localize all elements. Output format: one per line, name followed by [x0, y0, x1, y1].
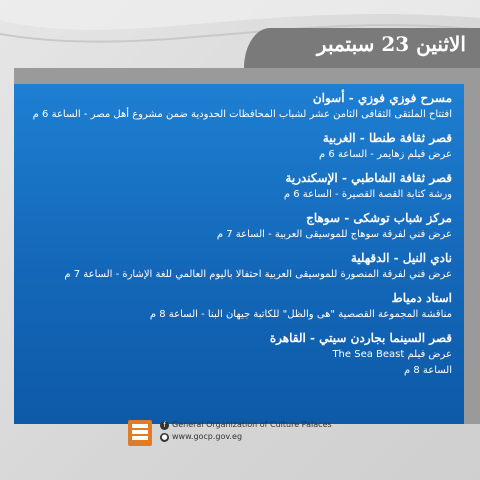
gocp-logo-icon	[128, 420, 152, 446]
event-item	[22, 330, 452, 379]
event-item	[22, 90, 452, 123]
event-time: الساعة 8 م	[403, 365, 452, 376]
event-venue: قصر ثقافة طنطا - الغربية	[322, 131, 452, 145]
event-item	[22, 250, 452, 283]
event-details: عرض فني لفرقة سوهاج للموسيقى العربية - الساعة 7 م	[216, 229, 452, 240]
event-venue: مسرح فوزي فوزي - أسوان	[312, 91, 452, 105]
org-name: General Organization of Culture Palaces	[172, 420, 332, 429]
event-list	[22, 90, 452, 386]
event-item	[22, 210, 452, 243]
facebook-icon[interactable]: f	[160, 421, 169, 430]
globe-icon[interactable]: ●	[161, 433, 168, 441]
event-details: عرض فيلم زهايمر - الساعة 6 م	[319, 149, 452, 160]
event-item	[22, 290, 452, 323]
event-venue: قصر السينما بجاردن سيتي - القاهرة	[269, 331, 452, 345]
website-link[interactable]: www.gocp.gov.eg	[172, 432, 243, 441]
event-venue: مركز شباب توشكى - سوهاج	[306, 211, 452, 225]
event-item	[22, 170, 452, 203]
event-venue: استاد دمياط	[391, 291, 452, 305]
event-details: عرض فيلم The Sea Beast	[332, 349, 452, 360]
event-details: افتتاح الملتقى الثقافى الثامن عشر لشباب المحافظات الحدودية ضمن مشروع أهل مصر - الساعة 6 م	[32, 109, 452, 120]
event-venue: نادي النيل - الدقهلية	[350, 251, 452, 265]
page-title: الاثنين 23 سبتمبر	[316, 32, 466, 56]
event-details: عرض فني لفرقة المنصورة للموسيقى العربية احتفالا باليوم العالمي للغة الإشارة - الساعة 7 م	[64, 269, 452, 280]
event-details: ورشة كتابة القصة القصيرة - الساعة 6 م	[283, 189, 452, 200]
event-venue: قصر ثقافة الشاطبي - الإسكندرية	[285, 171, 452, 185]
footer	[128, 420, 332, 452]
event-item	[22, 130, 452, 163]
event-details: مناقشة المجموعة القصصية "هى والظل" للكاتبة جيهان البنا - الساعة 8 م	[149, 309, 452, 320]
